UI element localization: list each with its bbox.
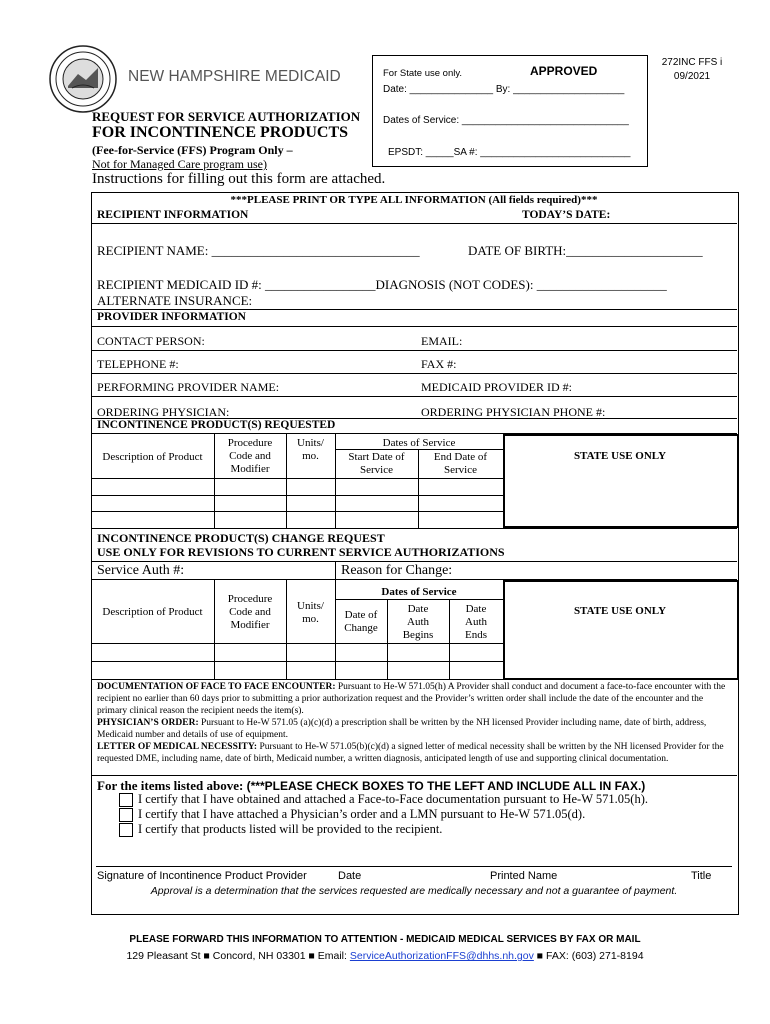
email-link[interactable]: ServiceAuthorizationFFS@dhhs.nh.gov [349, 950, 534, 962]
telephone-field[interactable]: TELEPHONE #: [97, 357, 179, 371]
medicaid-id-diagnosis-field[interactable]: RECIPIENT MEDICAID ID #: _________________DIAGNOSIS (NOT CODES): ____________________ [97, 277, 667, 292]
form-title-line1: REQUEST FOR SERVICE AUTHORIZATION [92, 109, 361, 124]
change-col-auth-begins: Date Auth Begins [402, 603, 434, 641]
change-col-dates-of-service: Dates of Service [381, 586, 457, 598]
agency-name: NEW HAMPSHIRE MEDICAID [128, 68, 341, 85]
date-of-birth-field[interactable]: DATE OF BIRTH:_____________________ [468, 243, 703, 258]
state-use-label: For State use only. [383, 68, 463, 79]
change-state-use-only-box [503, 580, 739, 680]
certify-order-lmn-checkbox[interactable] [119, 808, 133, 822]
col-dates-of-service: Dates of Service [382, 437, 456, 449]
certify-order-lmn-label: I certify that I have attached a Physician’s order and a LMN pursuant to He-W 571.05(d). [138, 807, 586, 821]
email-field[interactable]: EMAIL: [421, 334, 463, 348]
provider-section-title: PROVIDER INFORMATION [97, 311, 246, 323]
signature-label: Signature of Incontinence Product Provider [97, 870, 307, 882]
medicaid-provider-id-field[interactable]: MEDICAID PROVIDER ID #: [421, 380, 572, 394]
change-col-units: Units/ mo. [297, 600, 324, 625]
col-end-date: End Date of Service [433, 451, 488, 476]
recipient-section-title: RECIPIENT INFORMATION [97, 209, 249, 221]
alternate-insurance-field[interactable]: ALTERNATE INSURANCE: [97, 293, 253, 308]
state-date-by-field: Date: _______________ By: ____________________ [383, 84, 625, 95]
reason-for-change-field[interactable]: Reason for Change: [341, 563, 453, 578]
forward-instructions: PLEASE FORWARD THIS INFORMATION TO ATTENTION - MEDICAID MEDICAL SERVICES BY FAX OR MAIL [129, 934, 641, 945]
certify-heading: For the items listed above: (***PLEASE CHECK BOXES TO THE LEFT AND INCLUDE ALL IN FAX.) [97, 778, 646, 793]
change-col-description: Description of Product [102, 606, 203, 618]
title-label: Title [691, 870, 712, 882]
contact-footer: 129 Pleasant St ■ Concord, NH 03301 ■ Email: ServiceAuthorizationFFS@dhhs.nh.gov ■ FAX: (603) 271-8194 [126, 950, 644, 962]
state-use-only-box [503, 434, 739, 528]
fax-field[interactable]: FAX #: [421, 357, 457, 371]
change-section-subtitle: USE ONLY FOR REVISIONS TO CURRENT SERVICE AUTHORIZATIONS [97, 545, 505, 559]
state-use-only-label: STATE USE ONLY [573, 450, 667, 462]
ordering-physician-phone-field[interactable]: ORDERING PHYSICIAN PHONE #: [421, 405, 606, 419]
form-id: 272INC FFS i [661, 57, 723, 68]
certify-face-to-face-checkbox[interactable] [119, 793, 133, 807]
instructions-note: Instructions for filling out this form are attached. [92, 171, 386, 187]
change-col-procedure-code: Procedure Code and Modifier [227, 593, 273, 631]
certify-products-label: I certify that products listed will be provided to the recipient. [138, 822, 443, 836]
requested-section-title: INCONTINENCE PRODUCT(S) REQUESTED [97, 419, 336, 431]
print-banner: ***PLEASE PRINT OR TYPE ALL INFORMATION (All fields required)*** [230, 194, 598, 206]
col-start-date: Start Date of Service [348, 451, 405, 476]
col-procedure-code: Procedure Code and Modifier [227, 437, 273, 475]
documentation-notes: DOCUMENTATION OF FACE TO FACE ENCOUNTER: Pursuant to He-W 571.05(h) A Provider shall conduct and document a face-to-face encounter with the recipient no earlier than 60 days prior to submitting a prior authorization request and the Provider’s written order shall include the date of the encounter and the primary clinical reason the recipient needs the item(s). PHYSICIAN’S ORDER: Pursuant to He-W 571.05 (a)(c)(d) a prescription shall be written by the NH licensed Provider including name, date of birth, address, Medicaid number and details of use of equipment. LETTER OF MEDICAL NECESSITY: Pursuant to He-W 571.05(b)(c)(d) a signed letter of medical necessity shall be written by the NH licensed Provider for the requested DME, including name, date of birth, Medicaid number, a written diagnosis, anticipated length of use and supporting clinical documentation. [97, 682, 726, 764]
change-col-date-of-change: Date of Change [344, 609, 378, 634]
change-col-auth-ends: Date Auth Ends [465, 603, 487, 641]
col-description: Description of Product [102, 451, 203, 463]
change-section-title: INCONTINENCE PRODUCT(S) CHANGE REQUEST [97, 531, 385, 545]
service-auth-field[interactable]: Service Auth #: [97, 563, 185, 578]
form-title-line2: FOR INCONTINENCE PRODUCTS [92, 124, 349, 141]
program-note-line2: Not for Managed Care program use) [92, 157, 267, 171]
program-note-line1: (Fee-for-Service (FFS) Program Only – [92, 143, 293, 157]
contact-person-field[interactable]: CONTACT PERSON: [97, 334, 205, 348]
signature-line[interactable] [96, 866, 732, 867]
certify-face-to-face-label: I certify that I have obtained and attached a Face-to-Face documentation pursuant to He-W 571.05(h). [138, 792, 648, 806]
approved-label: APPROVED [530, 64, 598, 78]
change-state-use-only-label: STATE USE ONLY [573, 605, 667, 617]
certify-products-checkbox[interactable] [119, 823, 133, 837]
epsdt-sa-field: EPSDT: _____SA #: ___________________________ [388, 147, 631, 158]
state-dates-of-service-field: Dates of Service: ______________________________ [383, 115, 629, 126]
signature-date-label: Date [338, 870, 362, 882]
col-units: Units/ mo. [297, 437, 324, 462]
recipient-name-field[interactable]: RECIPIENT NAME: ________________________________ [97, 243, 420, 258]
approval-disclaimer: Approval is a determination that the services requested are medically necessary and not a guarantee of payment. [150, 885, 678, 897]
printed-name-label: Printed Name [490, 870, 558, 882]
performing-provider-field[interactable]: PERFORMING PROVIDER NAME: [97, 380, 280, 394]
state-seal-image [48, 44, 118, 114]
todays-date-field[interactable]: TODAY’S DATE: [522, 209, 611, 221]
ordering-physician-field[interactable]: ORDERING PHYSICIAN: [97, 405, 230, 419]
form-date: 09/2021 [673, 71, 711, 82]
